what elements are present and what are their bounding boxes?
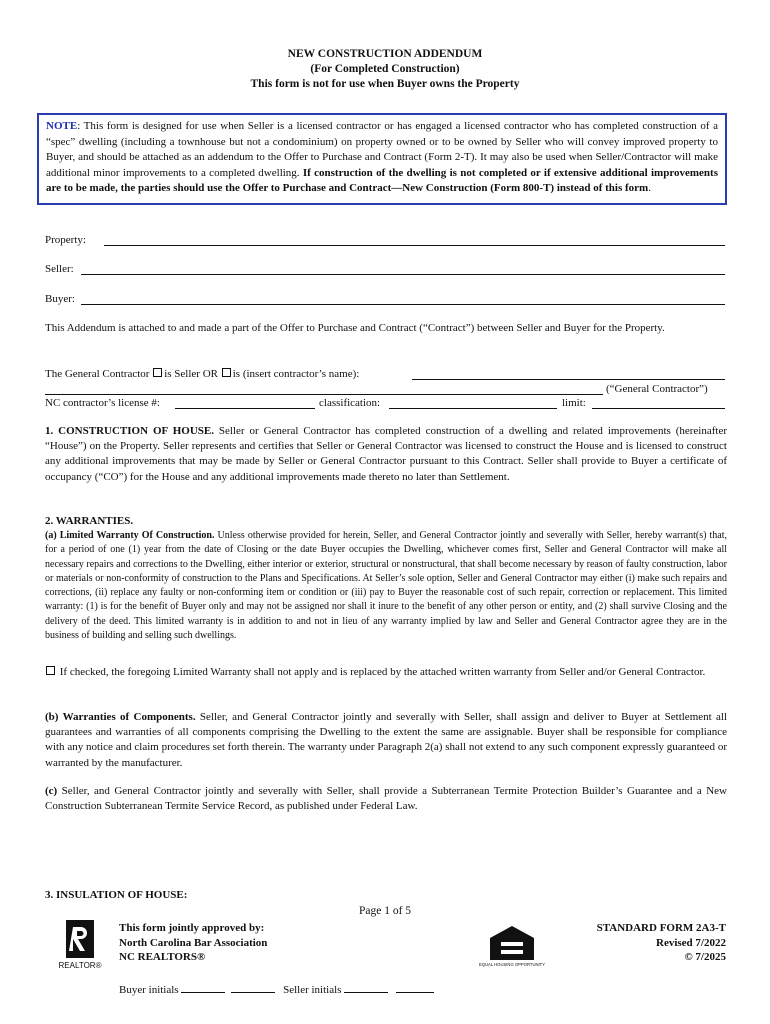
gc-label-row bbox=[606, 382, 727, 397]
general-contractor-label: (“General Contractor”) bbox=[606, 383, 708, 395]
warranties-of-components-paragraph bbox=[45, 710, 727, 771]
usage-notice: This form is not for use when Buyer owns the Property bbox=[250, 78, 520, 90]
contractor-prefix: The General Contractor bbox=[45, 368, 150, 380]
approval-line-2: North Carolina Bar Association bbox=[119, 936, 268, 949]
contractor-name-field-2[interactable] bbox=[45, 394, 603, 395]
replacement-warranty-paragraph bbox=[45, 665, 727, 680]
note-bold-text: If construction of the dwelling is not completed or if extensive additional improvements are to be made, the parties should use the Offer to Purchase and Contract—New Construction (Form 800-T) instead of this form bbox=[46, 166, 718, 194]
limited-warranty-heading: (a) Limited Warranty Of Construction. bbox=[45, 530, 215, 541]
form-revision: Revised 7/2022 bbox=[656, 936, 726, 949]
note-text: : This form is designed for use when Seller is a licensed contractor or has engaged a licensed contractor who has completed construction of a “spec” dwelling (including a townhouse but not a condominium) on property owned or to be owned by Seller who will convey improved property to Buyer, and should be attached as an addendum to the Offer to Purchase and Contract (Form 2-T). It may also be used when Seller/Contractor will make additional minor improvements to a completed dwelling. bbox=[46, 120, 718, 179]
seller-is-contractor-checkbox[interactable] bbox=[153, 368, 162, 377]
buyer-field[interactable] bbox=[81, 304, 725, 305]
realtor-r-icon bbox=[60, 920, 100, 970]
initials-row bbox=[119, 981, 434, 996]
equal-housing-logo bbox=[478, 924, 546, 972]
form-identification bbox=[560, 921, 726, 965]
contractor-option-seller: is Seller OR bbox=[164, 368, 218, 380]
approval-line-1: This form jointly approved by: bbox=[119, 922, 265, 934]
page-number: Page 1 of 5 bbox=[358, 905, 412, 917]
contractor-option-other: is (insert contractor’s name): bbox=[232, 368, 360, 380]
replacement-warranty-checkbox[interactable] bbox=[46, 666, 55, 675]
seller-initials-field-2[interactable] bbox=[396, 981, 434, 993]
attachment-statement: This Addendum is attached to and made a part of the Offer to Purchase and Contract (“Contract”) between Seller and Buyer for the Property. bbox=[45, 322, 665, 334]
limit-field[interactable] bbox=[592, 408, 725, 409]
seller-field[interactable] bbox=[81, 274, 725, 275]
components-heading: (b) Warranties of Components. bbox=[45, 711, 196, 723]
realtor-logo bbox=[60, 920, 100, 970]
section3-heading: 3. INSULATION OF HOUSE: bbox=[45, 889, 188, 901]
form-number: STANDARD FORM 2A3-T bbox=[596, 922, 726, 934]
document-title: NEW CONSTRUCTION ADDENDUM bbox=[287, 48, 483, 60]
section-construction-of-house bbox=[45, 424, 727, 485]
approval-line-3: NC REALTORS® bbox=[119, 951, 206, 963]
limited-warranty-paragraph bbox=[45, 529, 727, 643]
section1-text: Seller or General Contractor has completed construction of a dwelling and related improvements (hereinafter “House”) on the Property. Seller represents and certifies that Seller or General Contractor was licensed to construct the House and is licensed to construct any additional improvements that may be made by Seller or General Contractor pursuant to this Contract. Seller shall provide to Buyer a certificate of occupancy (“CO”) for the House and any additional improvements made thereto no later than Settlement. bbox=[45, 425, 727, 483]
property-field[interactable] bbox=[104, 245, 725, 246]
termite-heading: (c) bbox=[45, 785, 58, 797]
buyer-initials-field-2[interactable] bbox=[231, 981, 275, 993]
note-label: NOTE bbox=[46, 120, 78, 132]
section2-heading: 2. WARRANTIES. bbox=[45, 515, 134, 527]
note-box bbox=[37, 113, 727, 205]
buyer-initials-label: Buyer initials bbox=[119, 984, 179, 996]
buyer-label: Buyer: bbox=[45, 293, 75, 305]
document-subtitle: (For Completed Construction) bbox=[310, 63, 460, 75]
classification-field[interactable] bbox=[389, 408, 557, 409]
limited-warranty-text: Unless otherwise provided for herein, Seller, and General Contractor jointly and severally with Seller, hereby warrant(s) that, for a period of one (1) year from the date of Closing or the date Buyer occupies the Dwelling, whichever comes first, Seller and General Contractor will make all necessary repairs and corrections to the Dwelling, either interior or exterior, structural or nonstructural, that shall become necessary by reason of faulty construction, labor or materials or non-conformity of construction to the Plans and Specifications. At Seller’s sole option, Seller and General Contractor may either (i) make such repairs and corrections, (ii) replace any faulty or non-conforming item or condition or (iii) pay to Buyer the reasonable cost of such repair, correction or replacement. This limited warranty: (1) is for the benefit of Buyer only and may not be assigned nor shall it inure to the benefit of any other person or entity, and (2) shall survive Closing and the delivery of the deed. This limited warranty is in addition to and not in lieu of any warranty implied by law and Seller and General Contractor agree they are in the business of building and selling such dwellings. bbox=[45, 530, 727, 642]
section1-heading: 1. CONSTRUCTION OF HOUSE. bbox=[45, 425, 214, 437]
license-number-field[interactable] bbox=[175, 408, 315, 409]
classification-row bbox=[319, 396, 399, 411]
seller-initials-field-1[interactable] bbox=[344, 981, 388, 993]
seller-initials-label: Seller initials bbox=[283, 984, 342, 996]
replacement-warranty-text: If checked, the foregoing Limited Warranty shall not apply and is replaced by the attached written warranty from Seller and/or General Contractor. bbox=[57, 666, 706, 678]
equal-housing-icon bbox=[478, 924, 546, 972]
note-end: . bbox=[648, 182, 651, 194]
limit-label: limit: bbox=[562, 397, 586, 409]
approval-block bbox=[119, 921, 267, 965]
other-contractor-checkbox[interactable] bbox=[222, 368, 231, 377]
license-label: NC contractor’s license #: bbox=[45, 397, 160, 409]
components-text: Seller, and General Contractor jointly and severally with Seller, shall assign and deliver to Buyer at Settlement all guarantees and warranties of all components comprising the Dwelling to the extent the same are assignable. Buyer shall be responsible for compliance with any notice and claim procedures set forth therein. The warranty under Paragraph 2(a) shall not extend to any such component expressly guaranteed or warranted by the manufacturer. bbox=[45, 711, 727, 769]
property-label: Property: bbox=[45, 234, 86, 246]
termite-text: Seller, and General Contractor jointly and severally with Seller, shall provide a Subterranean Termite Protection Builder’s Guarantee and a New Construction Subterranean Termite Service Record, as published under Federal Law. bbox=[45, 785, 727, 813]
classification-label: classification: bbox=[319, 397, 381, 409]
eho-logo-text: EQUAL HOUSING OPPORTUNITY bbox=[478, 962, 546, 967]
buyer-initials-field-1[interactable] bbox=[181, 981, 225, 993]
contractor-name-field[interactable] bbox=[412, 379, 725, 380]
seller-label: Seller: bbox=[45, 263, 74, 275]
realtor-logo-text: REALTOR® bbox=[58, 961, 102, 970]
termite-guarantee-paragraph bbox=[45, 784, 727, 814]
form-copyright: © 7/2025 bbox=[684, 951, 726, 963]
